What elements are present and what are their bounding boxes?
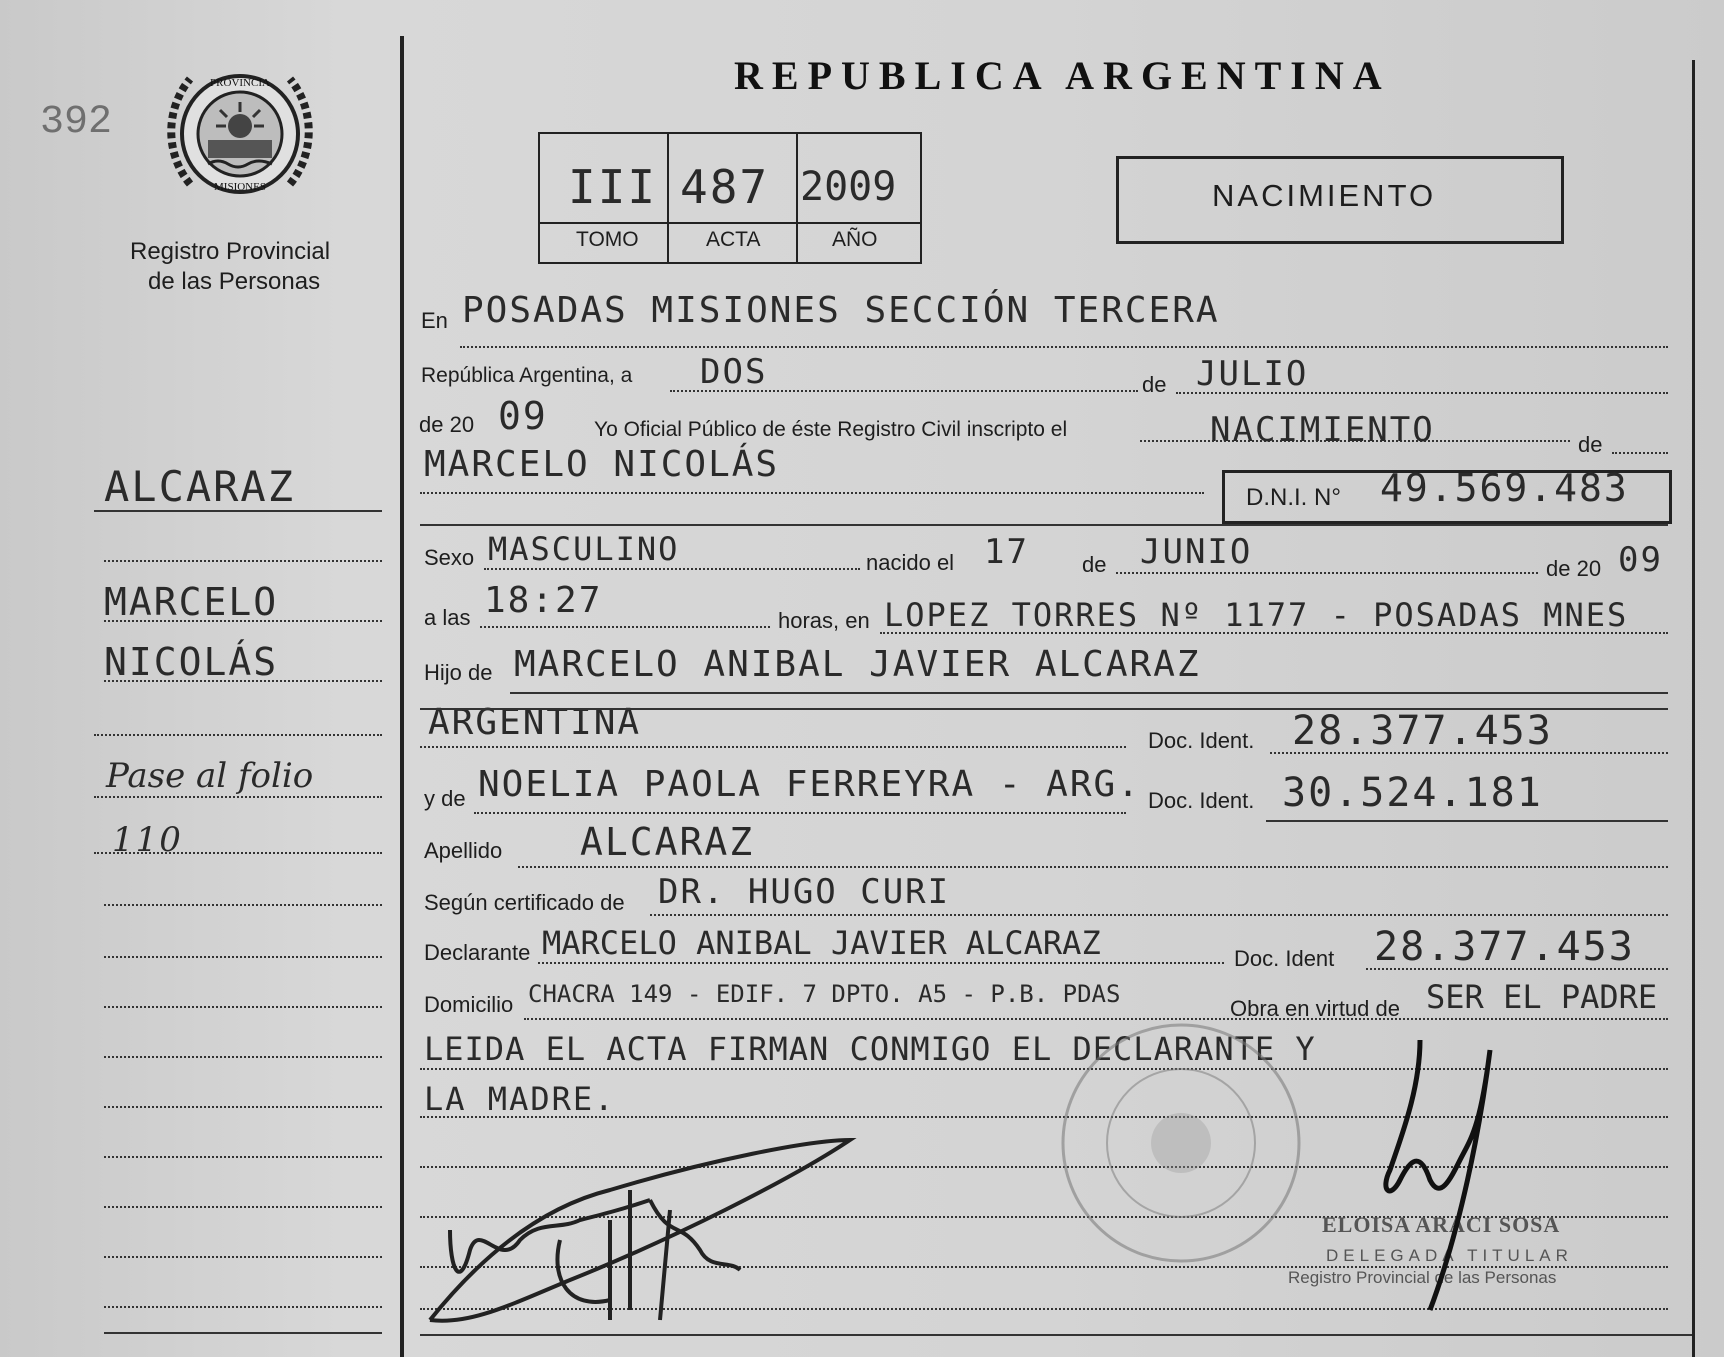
margin-line-9: [104, 956, 382, 958]
declarante-line: [538, 962, 1224, 964]
mother-doc-line: [1266, 820, 1668, 822]
margin-line-12: [104, 1106, 382, 1108]
page-number: 392: [40, 100, 113, 145]
certificado-line: [650, 914, 1668, 916]
provincial-seal: [160, 54, 320, 214]
margin-line-5: [94, 734, 382, 736]
mother-name-line: [474, 812, 1126, 814]
y-de-label: y de: [424, 786, 466, 811]
child-name-line: [420, 492, 1204, 494]
margin-line-14: [104, 1206, 382, 1208]
child-name: MARCELO NICOLÁS: [424, 444, 780, 485]
act-type-label: NACIMIENTO: [1212, 178, 1437, 213]
month-line: [1176, 392, 1668, 394]
doc-label: Doc. Ident.: [1148, 728, 1255, 753]
declarante-label: Declarante: [424, 940, 531, 965]
margin-line-8: [104, 904, 382, 906]
birth-year-prefix: de 20: [1546, 556, 1602, 581]
margin-line-13: [104, 1156, 382, 1158]
a-las-label: a las: [424, 605, 471, 630]
registry-stamp: [1056, 1018, 1306, 1268]
margin-name-1: MARCELO: [104, 580, 279, 624]
margin-divider-line: [400, 36, 404, 1357]
birth-day: 17: [984, 532, 1029, 572]
dni-value: 49.569.483: [1380, 466, 1629, 510]
segun-label: Según certificado de: [424, 890, 625, 915]
de-line-2: [1612, 452, 1668, 454]
birth-place: LOPEZ TORRES Nº 1177 - POSADAS MNES: [884, 596, 1629, 634]
day-line: [670, 390, 1138, 392]
declarante-value: MARCELO ANIBAL JAVIER ALCARAZ: [542, 924, 1101, 962]
signature-official: [1360, 1030, 1510, 1320]
place-value: POSADAS MISIONES SECCIÓN TERCERA: [462, 290, 1220, 331]
registry-name-line2: de las Personas: [148, 268, 321, 295]
father-doc: 28.377.453: [1292, 708, 1553, 754]
tomo-value: III: [568, 160, 658, 214]
republica-label: República Argentina, a: [421, 364, 633, 387]
margin-line-10: [104, 1006, 382, 1008]
bleed-through: [330, 40, 347, 71]
reference-divider: [538, 222, 922, 224]
birth-year-suffix: 09: [1618, 540, 1663, 580]
place-line: [460, 346, 1668, 348]
margin-line-2: [104, 560, 382, 562]
margin-name-2: NICOLÁS: [104, 640, 279, 684]
sexo-label: Sexo: [424, 545, 475, 570]
seal-sun: [228, 114, 252, 138]
margin-line-6: [94, 796, 382, 798]
margin-note-2: 110: [112, 820, 183, 860]
father-doc-line: [1270, 752, 1668, 754]
domicilio-label: Domicilio: [424, 992, 514, 1017]
de-label-3: de: [1082, 552, 1107, 577]
acta-label: ACTA: [706, 228, 761, 251]
margin-line-bottom: [104, 1332, 382, 1334]
birth-time: 18:27: [484, 580, 603, 621]
stamp-center: [1151, 1113, 1211, 1173]
margin-line-11: [104, 1056, 382, 1058]
domicilio-value: CHACRA 149 - EDIF. 7 DPTO. A5 - P.B. PDAS: [528, 980, 1121, 1008]
reference-table: [538, 132, 922, 264]
margin-line-7: [94, 852, 382, 854]
official-office: Registro Provincial de las Personas: [1288, 1268, 1557, 1287]
declarante-doc: 28.377.453: [1374, 924, 1635, 970]
margin-line-3: [104, 620, 382, 622]
signature-madre: [590, 1180, 750, 1330]
nacido-label: nacido el: [866, 550, 955, 575]
margin-line-15: [104, 1256, 382, 1258]
margin-surname: ALCARAZ: [104, 462, 296, 511]
seal-top-text: PROVINCIA: [210, 77, 270, 89]
horas-label: horas, en: [778, 608, 870, 633]
sexo-value: MASCULINO: [488, 530, 680, 568]
tomo-label: TOMO: [576, 228, 639, 251]
country-title: REPUBLICA ARGENTINA: [734, 53, 1391, 98]
de-label: de: [1142, 372, 1167, 397]
apellido-line: [518, 866, 1668, 868]
apellido-value: ALCARAZ: [580, 820, 755, 864]
father-name: MARCELO ANIBAL JAVIER ALCARAZ: [514, 644, 1201, 685]
oficial-label: Yo Oficial Público de éste Registro Civil inscripto el: [594, 418, 1068, 441]
obra-label: Obra en virtud de: [1230, 996, 1400, 1021]
seal-bottom-text: MISIONES: [214, 181, 266, 193]
apellido-label: Apellido: [424, 838, 503, 863]
margin-line-1: [94, 510, 382, 512]
anio-label: AÑO: [832, 228, 878, 251]
dni-label: D.N.I. N°: [1246, 484, 1341, 511]
dni-underline: [420, 524, 1668, 526]
birth-place-line: [880, 632, 1668, 634]
doc-label-3: Doc. Ident: [1234, 946, 1335, 971]
father-nationality: ARGENTINA: [428, 702, 642, 743]
seal-landscape: [208, 140, 272, 158]
father-name-line: [510, 692, 1668, 694]
acta-value: 487: [680, 160, 770, 214]
registry-name-line1: Registro Provincial: [130, 238, 331, 265]
margin-line-16: [104, 1306, 382, 1308]
inscription-type: NACIMIENTO: [1210, 410, 1435, 450]
closing-text-1: LEIDA EL ACTA FIRMAN CONMIGO EL DECLARANTE Y: [424, 1030, 1316, 1068]
birth-month-line: [1116, 572, 1538, 574]
birth-time-line: [480, 626, 770, 628]
mother-name: NOELIA PAOLA FERREYRA - ARG.: [478, 764, 1141, 805]
right-border-line: [1692, 60, 1695, 1357]
nationality-line: [420, 746, 1126, 748]
de-label-2: de: [1578, 432, 1603, 457]
month-value: JULIO: [1196, 354, 1309, 394]
hijo-label: Hijo de: [424, 660, 493, 685]
mother-doc: 30.524.181: [1282, 770, 1543, 816]
official-name: ELOISA ARACI SOSA: [1322, 1212, 1561, 1237]
official-role: DELEGADA TITULAR: [1326, 1246, 1573, 1265]
closing-text-2: LA MADRE.: [424, 1080, 616, 1118]
margin-line-4: [104, 680, 382, 682]
obra-value: SER EL PADRE: [1426, 978, 1658, 1016]
day-value: DOS: [700, 352, 768, 392]
sexo-line: [484, 568, 860, 570]
year-suffix: 09: [498, 394, 548, 438]
birth-month: JUNIO: [1140, 532, 1253, 572]
margin-note-1: Pase al folio: [106, 756, 314, 796]
doc-label-2: Doc. Ident.: [1148, 788, 1255, 813]
certificado-value: DR. HUGO CURI: [658, 872, 951, 912]
anio-value: 2009: [800, 164, 897, 210]
year-prefix: de 20: [419, 412, 475, 437]
en-label: En: [421, 308, 448, 333]
declarante-doc-line: [1366, 968, 1668, 970]
